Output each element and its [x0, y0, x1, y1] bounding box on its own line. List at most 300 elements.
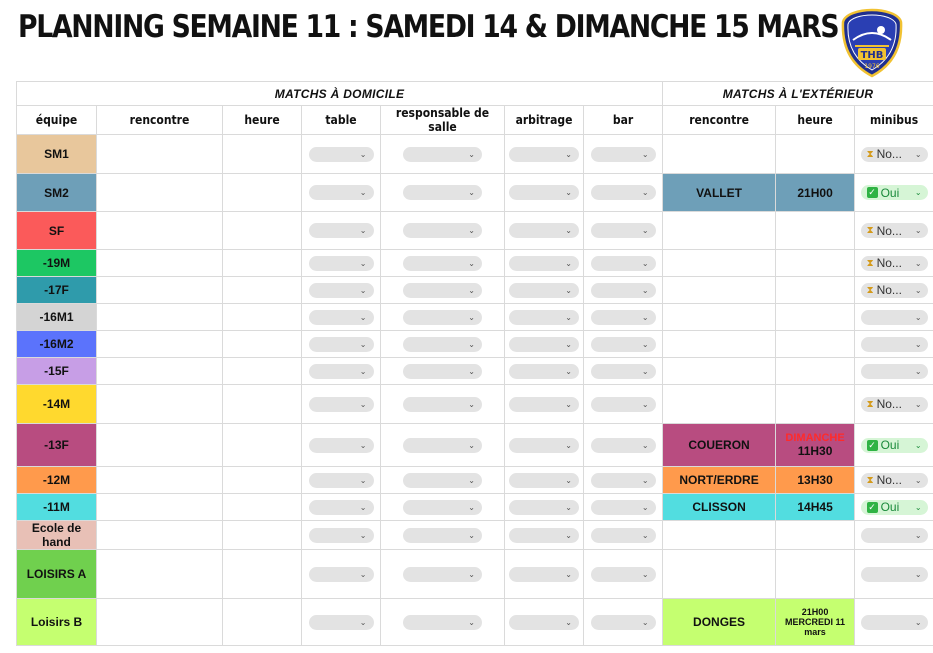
away-rencontre-cell[interactable]: [663, 277, 776, 304]
away-rencontre-cell[interactable]: [663, 521, 776, 550]
arbitrage-dropdown[interactable]: [509, 364, 579, 379]
hourglass-icon: ⧗: [866, 398, 874, 410]
minibus-value: Oui: [880, 500, 900, 515]
responsable-dropdown[interactable]: [403, 337, 482, 352]
home-heure-cell[interactable]: [223, 304, 302, 331]
section-header-row: [17, 82, 933, 106]
chevron-down-icon: ⌄: [468, 149, 475, 159]
home-heure-cell[interactable]: [223, 358, 302, 385]
table-row: [17, 304, 933, 331]
team-cell: -13F: [17, 424, 97, 467]
arbitrage-cell: [505, 521, 584, 550]
minibus-cell: [855, 550, 933, 599]
col-header-minibus: minibus: [855, 106, 933, 135]
away-heure-cell[interactable]: 13H30: [776, 467, 855, 494]
responsable-cell: [381, 467, 505, 494]
away-heure-cell[interactable]: [776, 304, 855, 331]
minibus-value: No...: [876, 473, 902, 488]
bar-dropdown[interactable]: [591, 397, 656, 412]
arbitrage-dropdown[interactable]: [509, 337, 579, 352]
away-heure-cell[interactable]: 14H45: [776, 494, 855, 521]
away-rencontre-cell[interactable]: COUERON: [663, 424, 776, 467]
chevron-down-icon: ⌄: [914, 226, 922, 236]
team-cell: -17F: [17, 277, 97, 304]
chevron-down-icon: ⌄: [359, 530, 367, 540]
away-heure-cell[interactable]: [776, 599, 855, 646]
hourglass-icon: ⧗: [866, 225, 874, 237]
minibus-dropdown[interactable]: [861, 615, 928, 630]
chevron-down-icon: ⌄: [359, 149, 367, 159]
responsable-dropdown[interactable]: [403, 147, 482, 162]
arbitrage-dropdown[interactable]: [509, 283, 579, 298]
chevron-down-icon: ⌄: [359, 188, 367, 198]
day-note: DIMANCHE: [785, 432, 845, 444]
chevron-down-icon: ⌄: [565, 475, 572, 485]
arbitrage-dropdown[interactable]: [509, 223, 579, 238]
home-rencontre-cell[interactable]: [97, 331, 223, 358]
chevron-down-icon: ⌄: [359, 226, 367, 236]
bar-cell: [584, 358, 663, 385]
home-rencontre-cell[interactable]: [97, 385, 223, 424]
team-cell: -15F: [17, 358, 97, 385]
chevron-down-icon: ⌄: [468, 285, 475, 295]
home-heure-cell[interactable]: [223, 174, 302, 212]
chevron-down-icon: ⌄: [914, 258, 922, 268]
hourglass-icon: ⧗: [866, 284, 874, 296]
svg-text:1976: 1976: [864, 63, 880, 70]
arbitrage-cell: [505, 599, 584, 646]
home-heure-cell[interactable]: [223, 250, 302, 277]
table-row: [17, 599, 933, 646]
table-row: [17, 212, 933, 250]
home-rencontre-cell[interactable]: [97, 521, 223, 550]
chevron-down-icon: ⌄: [641, 366, 649, 376]
chevron-down-icon: ⌄: [468, 440, 475, 450]
table-cell: [302, 304, 381, 331]
responsable-cell: [381, 304, 505, 331]
arbitrage-cell: [505, 494, 584, 521]
away-heure-cell[interactable]: [776, 424, 855, 467]
responsable-dropdown[interactable]: [403, 283, 482, 298]
away-rencontre-cell[interactable]: VALLET: [663, 174, 776, 212]
chevron-down-icon: ⌄: [468, 366, 475, 376]
away-rencontre-cell[interactable]: [663, 385, 776, 424]
minibus-cell: [855, 212, 933, 250]
arbitrage-cell: [505, 467, 584, 494]
minibus-cell: [855, 467, 933, 494]
checkmark-icon: ✓: [868, 501, 876, 512]
minibus-cell: [855, 277, 933, 304]
responsable-dropdown[interactable]: [403, 438, 482, 453]
table-cell: [302, 424, 381, 467]
away-rencontre-cell[interactable]: [663, 331, 776, 358]
minibus-cell: [855, 521, 933, 550]
chevron-down-icon: ⌄: [468, 339, 475, 349]
home-heure-cell[interactable]: [223, 277, 302, 304]
col-header-table: table: [302, 106, 381, 135]
chevron-down-icon: ⌄: [914, 149, 922, 159]
away-heure-cell[interactable]: [776, 277, 855, 304]
table-dropdown[interactable]: [309, 567, 374, 582]
responsable-dropdown[interactable]: [403, 528, 482, 543]
chevron-down-icon: ⌄: [565, 285, 572, 295]
team-cell: SM1: [17, 135, 97, 174]
minibus-dropdown[interactable]: [861, 223, 928, 238]
home-rencontre-cell[interactable]: [97, 358, 223, 385]
arbitrage-cell: [505, 174, 584, 212]
arbitrage-cell: [505, 250, 584, 277]
table-dropdown[interactable]: [309, 337, 374, 352]
responsable-dropdown[interactable]: [403, 310, 482, 325]
away-heure-cell[interactable]: [776, 250, 855, 277]
responsable-cell: [381, 494, 505, 521]
minibus-dropdown[interactable]: [861, 473, 928, 488]
table-dropdown[interactable]: [309, 185, 374, 200]
minibus-value: No...: [876, 283, 902, 298]
chevron-down-icon: ⌄: [359, 617, 367, 627]
away-heure-cell[interactable]: [776, 550, 855, 599]
arbitrage-dropdown[interactable]: [509, 473, 579, 488]
minibus-dropdown[interactable]: [861, 185, 928, 200]
chevron-down-icon: ⌄: [565, 149, 572, 159]
bar-dropdown[interactable]: [591, 337, 656, 352]
home-heure-cell[interactable]: [223, 212, 302, 250]
bar-dropdown[interactable]: [591, 185, 656, 200]
hourglass-icon: ⧗: [866, 257, 874, 269]
arbitrage-dropdown[interactable]: [509, 310, 579, 325]
bar-cell: [584, 212, 663, 250]
away-rencontre-cell[interactable]: CLISSON: [663, 494, 776, 521]
col-header-away-heure: heure: [776, 106, 855, 135]
team-cell: -16M2: [17, 331, 97, 358]
responsable-cell: [381, 385, 505, 424]
away-heure-cell[interactable]: [776, 135, 855, 174]
table-dropdown[interactable]: [309, 223, 374, 238]
bar-dropdown[interactable]: [591, 310, 656, 325]
table-cell: [302, 250, 381, 277]
table-dropdown[interactable]: [309, 364, 374, 379]
home-rencontre-cell[interactable]: [97, 174, 223, 212]
chevron-down-icon: ⌄: [914, 502, 922, 512]
table-cell: [302, 599, 381, 646]
bar-dropdown[interactable]: [591, 528, 656, 543]
checkmark-icon: ✓: [868, 187, 876, 198]
chevron-down-icon: ⌄: [359, 312, 367, 322]
bar-dropdown[interactable]: [591, 473, 656, 488]
away-rencontre-cell[interactable]: [663, 304, 776, 331]
minibus-cell: [855, 358, 933, 385]
chevron-down-icon: ⌄: [914, 312, 922, 322]
table-cell: [302, 212, 381, 250]
bar-dropdown[interactable]: [591, 364, 656, 379]
arbitrage-dropdown[interactable]: [509, 256, 579, 271]
bar-cell: [584, 250, 663, 277]
minibus-dropdown[interactable]: [861, 283, 928, 298]
minibus-cell: [855, 424, 933, 467]
chevron-down-icon: ⌄: [468, 530, 475, 540]
hourglass-icon: ⧗: [866, 474, 874, 486]
arbitrage-dropdown[interactable]: [509, 438, 579, 453]
table-row: [17, 250, 933, 277]
home-rencontre-cell[interactable]: [97, 277, 223, 304]
arbitrage-cell: [505, 135, 584, 174]
home-rencontre-cell[interactable]: [97, 494, 223, 521]
table-dropdown[interactable]: [309, 283, 374, 298]
col-header-bar: bar: [584, 106, 663, 135]
bar-cell: [584, 424, 663, 467]
arbitrage-dropdown[interactable]: [509, 147, 579, 162]
chevron-down-icon: ⌄: [641, 188, 649, 198]
chevron-down-icon: ⌄: [359, 285, 367, 295]
away-heure-cell[interactable]: [776, 331, 855, 358]
minibus-dropdown[interactable]: [861, 567, 928, 582]
chevron-down-icon: ⌄: [914, 440, 922, 450]
table-row: [17, 424, 933, 467]
responsable-cell: [381, 550, 505, 599]
minibus-dropdown[interactable]: [861, 364, 928, 379]
chevron-down-icon: ⌄: [641, 502, 649, 512]
arbitrage-dropdown[interactable]: [509, 397, 579, 412]
home-rencontre-cell[interactable]: [97, 135, 223, 174]
chevron-down-icon: ⌄: [641, 530, 649, 540]
chevron-down-icon: ⌄: [565, 399, 572, 409]
minibus-dropdown[interactable]: [861, 397, 928, 412]
col-header-arbitrage: arbitrage: [505, 106, 584, 135]
responsable-cell: [381, 424, 505, 467]
table-cell: [302, 174, 381, 212]
col-header-away-rencontre: rencontre: [663, 106, 776, 135]
minibus-value: No...: [876, 256, 902, 271]
arbitrage-dropdown[interactable]: [509, 185, 579, 200]
minibus-dropdown[interactable]: [861, 256, 928, 271]
home-heure-cell[interactable]: [223, 135, 302, 174]
table-dropdown[interactable]: [309, 147, 374, 162]
away-heure-cell[interactable]: [776, 212, 855, 250]
responsable-dropdown[interactable]: [403, 397, 482, 412]
responsable-dropdown[interactable]: [403, 256, 482, 271]
responsable-cell: [381, 521, 505, 550]
team-cell: Ecole de hand: [17, 521, 97, 550]
table-cell: [302, 331, 381, 358]
arbitrage-dropdown[interactable]: [509, 615, 579, 630]
responsable-cell: [381, 250, 505, 277]
chevron-down-icon: ⌄: [914, 530, 922, 540]
home-section-header: MATCHS À DOMICILE: [17, 82, 663, 106]
away-rencontre-cell[interactable]: [663, 250, 776, 277]
chevron-down-icon: ⌄: [914, 617, 922, 627]
responsable-dropdown[interactable]: [403, 567, 482, 582]
responsable-dropdown[interactable]: [403, 185, 482, 200]
minibus-dropdown[interactable]: [861, 310, 928, 325]
responsable-dropdown[interactable]: [403, 223, 482, 238]
responsable-dropdown[interactable]: [403, 615, 482, 630]
minibus-dropdown[interactable]: [861, 438, 928, 453]
chevron-down-icon: ⌄: [565, 617, 572, 627]
chevron-down-icon: ⌄: [641, 399, 649, 409]
team-cell: Loisirs B: [17, 599, 97, 646]
table-dropdown[interactable]: [309, 438, 374, 453]
chevron-down-icon: ⌄: [641, 617, 649, 627]
club-logo: [841, 8, 903, 78]
home-heure-cell[interactable]: [223, 467, 302, 494]
chevron-down-icon: ⌄: [565, 226, 572, 236]
home-heure-cell[interactable]: [223, 599, 302, 646]
table-row: [17, 550, 933, 599]
team-cell: -19M: [17, 250, 97, 277]
home-rencontre-cell[interactable]: [97, 250, 223, 277]
minibus-cell: [855, 331, 933, 358]
chevron-down-icon: ⌄: [565, 530, 572, 540]
chevron-down-icon: ⌄: [641, 226, 649, 236]
arbitrage-dropdown[interactable]: [509, 500, 579, 515]
time-note-line: mars: [804, 627, 826, 637]
bar-cell: [584, 521, 663, 550]
away-heure-cell[interactable]: 21H00: [776, 174, 855, 212]
col-header-responsable: responsable de salle: [381, 106, 505, 135]
chevron-down-icon: ⌄: [468, 226, 475, 236]
minibus-dropdown[interactable]: [861, 147, 928, 162]
chevron-down-icon: ⌄: [914, 475, 922, 485]
team-cell: -11M: [17, 494, 97, 521]
team-cell: -14M: [17, 385, 97, 424]
checkmark-icon: ✓: [868, 439, 876, 450]
away-heure-cell[interactable]: [776, 385, 855, 424]
hourglass-icon: ⧗: [866, 148, 874, 160]
bar-dropdown[interactable]: [591, 567, 656, 582]
minibus-dropdown[interactable]: [861, 500, 928, 515]
home-heure-cell[interactable]: [223, 385, 302, 424]
chevron-down-icon: ⌄: [359, 569, 367, 579]
table-dropdown[interactable]: [309, 528, 374, 543]
responsable-cell: [381, 135, 505, 174]
away-rencontre-cell[interactable]: [663, 550, 776, 599]
home-heure-cell[interactable]: [223, 331, 302, 358]
bar-dropdown[interactable]: [591, 147, 656, 162]
table-dropdown[interactable]: [309, 473, 374, 488]
bar-cell: [584, 304, 663, 331]
table-dropdown[interactable]: [309, 500, 374, 515]
home-heure-cell[interactable]: [223, 521, 302, 550]
arbitrage-cell: [505, 277, 584, 304]
table-row: [17, 467, 933, 494]
bar-cell: [584, 135, 663, 174]
bar-dropdown[interactable]: [591, 615, 656, 630]
bar-dropdown[interactable]: [591, 283, 656, 298]
responsable-dropdown[interactable]: [403, 364, 482, 379]
table-row: [17, 521, 933, 550]
home-heure-cell[interactable]: [223, 494, 302, 521]
arbitrage-dropdown[interactable]: [509, 528, 579, 543]
table-row: [17, 385, 933, 424]
arbitrage-dropdown[interactable]: [509, 567, 579, 582]
bar-dropdown[interactable]: [591, 223, 656, 238]
chevron-down-icon: ⌄: [565, 569, 572, 579]
column-header-row: [17, 106, 933, 135]
away-rencontre-cell[interactable]: DONGES: [663, 599, 776, 646]
minibus-value: Oui: [880, 185, 900, 200]
chevron-down-icon: ⌄: [914, 569, 922, 579]
time-note-line: MERCREDI 11: [785, 617, 846, 627]
away-rencontre-cell[interactable]: [663, 135, 776, 174]
chevron-down-icon: ⌄: [359, 502, 367, 512]
arbitrage-cell: [505, 385, 584, 424]
arbitrage-cell: [505, 304, 584, 331]
responsable-dropdown[interactable]: [403, 473, 482, 488]
minibus-value: No...: [876, 147, 902, 162]
home-heure-cell[interactable]: [223, 424, 302, 467]
bar-cell: [584, 599, 663, 646]
chevron-down-icon: ⌄: [914, 399, 922, 409]
home-rencontre-cell[interactable]: [97, 424, 223, 467]
chevron-down-icon: ⌄: [641, 475, 649, 485]
responsable-cell: [381, 331, 505, 358]
chevron-down-icon: ⌄: [359, 258, 367, 268]
home-rencontre-cell[interactable]: [97, 212, 223, 250]
chevron-down-icon: ⌄: [359, 366, 367, 376]
away-rencontre-cell[interactable]: [663, 358, 776, 385]
home-heure-cell[interactable]: [223, 550, 302, 599]
team-cell: LOISIRS A: [17, 550, 97, 599]
bar-cell: [584, 277, 663, 304]
team-cell: -12M: [17, 467, 97, 494]
minibus-value: Oui: [880, 438, 900, 453]
table-cell: [302, 550, 381, 599]
away-rencontre-cell[interactable]: NORT/ERDRE: [663, 467, 776, 494]
chevron-down-icon: ⌄: [565, 502, 572, 512]
chevron-down-icon: ⌄: [565, 339, 572, 349]
table-dropdown[interactable]: [309, 615, 374, 630]
home-rencontre-cell[interactable]: [97, 599, 223, 646]
bar-cell: [584, 331, 663, 358]
minibus-dropdown[interactable]: [861, 528, 928, 543]
minibus-dropdown[interactable]: [861, 337, 928, 352]
table-dropdown[interactable]: [309, 256, 374, 271]
bar-cell: [584, 385, 663, 424]
home-rencontre-cell[interactable]: [97, 304, 223, 331]
arbitrage-cell: [505, 358, 584, 385]
home-rencontre-cell[interactable]: [97, 550, 223, 599]
bar-dropdown[interactable]: [591, 256, 656, 271]
table-row: [17, 494, 933, 521]
responsable-dropdown[interactable]: [403, 500, 482, 515]
page-title: PLANNING SEMAINE 11 : SAMEDI 14 & DIMANCHE 15 MARS: [18, 9, 839, 45]
responsable-cell: [381, 277, 505, 304]
arbitrage-cell: [505, 331, 584, 358]
table-row: [17, 135, 933, 174]
table-row: [17, 174, 933, 212]
chevron-down-icon: ⌄: [565, 366, 572, 376]
away-rencontre-cell[interactable]: [663, 212, 776, 250]
table-row: [17, 358, 933, 385]
minibus-cell: [855, 250, 933, 277]
time-note-line: 21H00: [801, 607, 829, 617]
table-cell: [302, 494, 381, 521]
bar-dropdown[interactable]: [591, 438, 656, 453]
bar-dropdown[interactable]: [591, 500, 656, 515]
away-section-header: MATCHS À L'EXTÉRIEUR: [663, 82, 933, 106]
table-dropdown[interactable]: [309, 397, 374, 412]
home-rencontre-cell[interactable]: [97, 467, 223, 494]
away-heure-cell[interactable]: [776, 358, 855, 385]
away-heure-cell[interactable]: [776, 521, 855, 550]
chevron-down-icon: ⌄: [468, 312, 475, 322]
table-dropdown[interactable]: [309, 310, 374, 325]
responsable-cell: [381, 599, 505, 646]
table-row: [17, 277, 933, 304]
arbitrage-cell: [505, 550, 584, 599]
planning-table: [16, 81, 933, 646]
chevron-down-icon: ⌄: [641, 312, 649, 322]
